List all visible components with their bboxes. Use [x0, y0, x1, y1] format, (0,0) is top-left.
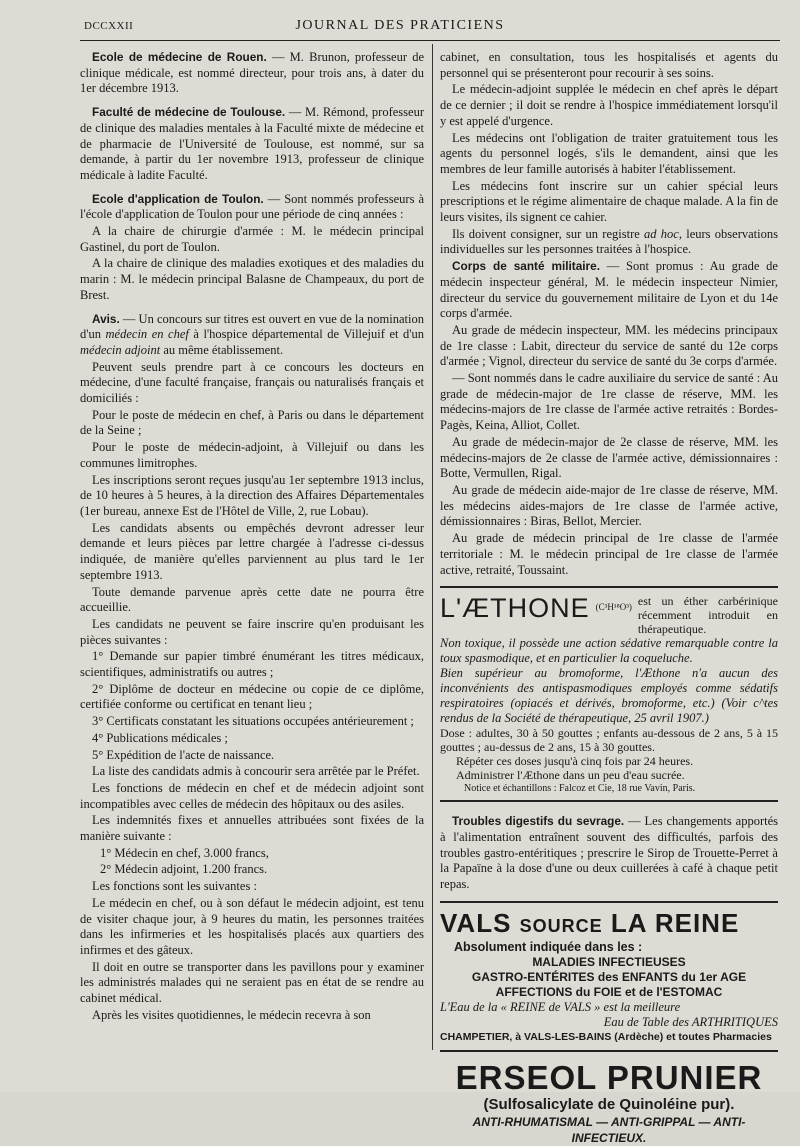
rouen-paragraph [80, 50, 424, 97]
vals-line-6: Eau de Table des ARTHRITIQUES [603, 1015, 778, 1030]
left-p1: Peuvent seuls prendre part à ce concours les docteurs en médecine, d'une faculté française, français ou naturalisés français et domiciliés : [80, 359, 424, 406]
rouen-text: — M. Brunon, professeur de clinique médicale, est nommé directeur, pour trois ans, à dater du 1er décembre 1913. [80, 50, 424, 96]
right-p5-c: , leurs observations individuelles sur les personnes traitées à l'hospice. [440, 226, 778, 257]
vals-word: VALS [440, 907, 512, 938]
left-p13: La liste des candidats admis à concourir sera arrêtée par le Préfet. [92, 764, 420, 779]
ad-separator-1 [440, 586, 778, 588]
right-p7: — Sont nommés dans le cadre auxiliaire du service de santé : Au grade de médecin-major de 1re classe de réserve, MM. les médecins-majors de 1re classe de l'armée active retraités : Bordes-Pagès, Keina, Alliot, Collet. [440, 371, 778, 433]
ad-separator-2 [440, 901, 778, 903]
toulouse-text: — M. Rémond, professeur de clinique des maladies mentales à la Faculté mixte de médecine et de pharmacie de l'Université de Toulouse, est nommé, sur sa demande, à partir du 1er novembre 1913, professeur de clinique médicale à ladite Faculté. [80, 105, 424, 182]
erseol-ad [440, 1060, 778, 1146]
toulon-chair-1: A la chaire de chirurgie d'armée : M. le médecin principal Gastinel, du port de Toulon. [80, 224, 424, 254]
aethone-line-3: Dose : adultes, 30 à 50 gouttes ; enfants au-dessous de 2 ans, 5 à 15 gouttes ; au-dessus de 2 ans, 15 à 30 gouttes. [440, 726, 778, 755]
right-p10: Au grade de médecin principal de 1re classe de l'armée territoriale : M. le médecin principal de 1re classe de l'armée active, retraité, Toussaint. [440, 531, 778, 577]
erseol-title: ERSEOL PRUNIER [455, 1059, 763, 1097]
erseol-subtitle: (Sulfosalicylate de Quinoléine pur). [483, 1096, 735, 1114]
toulon-chair-2: A la chaire de clinique des maladies exotiques et des maladies du marin : M. le médecin principal Balasne de Champeaux, du port de Brest. [80, 256, 424, 302]
right-p5-b: ad hoc [644, 226, 679, 241]
corps-heading: Corps de santé militaire. [452, 259, 600, 274]
vals-title [440, 909, 778, 940]
aethone-line-5: Administrer l'Æthone dans un peu d'eau sucrée. [456, 768, 685, 783]
left-p18: Les fonctions sont les suivantes : [92, 879, 257, 894]
right-column [440, 50, 778, 1146]
left-p21: Après les visites quotidiennes, le médecin recevra à son [92, 1007, 371, 1022]
left-p17: 2° Médecin adjoint, 1.200 francs. [100, 862, 268, 877]
aethone-brand: L'ÆTHONE [440, 593, 590, 624]
corps-paragraph [440, 259, 778, 322]
left-p4: Les inscriptions seront reçues jusqu'au 1er septembre 1913 inclus, de 10 heures à 5 heures, à la direction des Affaires Départementales (1er bureau, annexe Est de l'Hôtel de Ville, 2, rue Lobau). [80, 472, 424, 518]
avis-text-b: médecin en chef [105, 327, 189, 342]
vals-line-7: CHAMPETIER, à VALS-LES-BAINS (Ardèche) et toutes Pharmacies [440, 1031, 772, 1044]
right-p2: Le médecin-adjoint supplée le médecin en chef après le départ de ce dernier ; il doit se rendre à l'hospice immédiatement lorsqu'il y est appelé d'urgence. [440, 82, 778, 128]
left-p7: Les candidats ne peuvent se faire inscrire qu'en produisant les pièces suivantes : [80, 616, 424, 647]
toulon-paragraph [80, 192, 424, 223]
right-p4: Les médecins font inscrire sur un cahier spécial leurs prescriptions et le régime alimentaire de chaque malade. A la fin de leurs visites, ils signent ce cahier. [440, 178, 778, 225]
vals-ad [440, 909, 778, 1052]
sevrage-heading: Troubles digestifs du sevrage. [452, 814, 625, 829]
aethone-line-6: Notice et échantillons : Falcoz et Cie, 18 rue Vavin, Paris. [464, 783, 696, 795]
column-divider [432, 44, 433, 1050]
left-p20: Il doit en outre se transporter dans les pavillons pour y examiner les administrés malades qui ne seraient pas en état de se rendre au cabinet médical. [80, 959, 424, 1006]
left-p5: Les candidats absents ou empêchés devront adresser leur demande et leurs pièces par lettre chargée à l'adresse ci-dessus indiquée, de manière qu'elles parviennent au plus tard le 1er septembre 1913. [80, 520, 424, 582]
right-p5 [440, 227, 778, 258]
sevrage-text: — Les changements apportés à l'alimentation entraînent souvent des difficultés, parfois des troubles gastro-entéritiques ; prescrire le Sirop de Trouette-Perret à la Papaïne à la dose d'une ou deux cuillerées à café à chaque petit repas. [440, 814, 778, 892]
left-p14: Les fonctions de médecin en chef et de médecin adjoint sont incompatibles avec celles de médecin des hôpitaux ou des asiles. [80, 780, 424, 811]
toulouse-paragraph [80, 105, 424, 184]
aethone-line-2: Bien supérieur au bromoforme, l'Æthone n'a aucun des inconvénients des antispasmodiques employés comme sédatifs respiratoires (opiacés et dérivés, bromoforme, etc.) (Voir c^tes rendus de la Société de thérapeutique, 25 avril 1907.) [440, 666, 778, 726]
avis-text-c: à l'hospice départemental de Villejuif et d'un [188, 327, 424, 342]
left-p19: Le médecin en chef, ou à son défaut le médecin adjoint, est tenu de visiter chaque jour, à 9 heures du matin, les personnes traitées dans les infirmeries et les hospitalisés placés aux quartiers des infirmes et des gâteux. [80, 895, 424, 957]
vals-line-2: MALADIES INFECTIEUSES [532, 955, 686, 970]
left-p6: Toute demande parvenue après cette date ne pourra être accueillie. [80, 584, 424, 615]
header-rule [80, 40, 780, 41]
vals-line-1: Absolument indiquée dans les : [454, 939, 643, 954]
left-p8: 1° Demande sur papier timbré énumérant les titres médicaux, scientifiques, administratifs ou autres ; [80, 649, 424, 680]
journal-title: JOURNAL DES PRATICIENS [295, 18, 505, 33]
left-p2: Pour le poste de médecin en chef, à Paris ou dans le département de la Seine ; [80, 407, 424, 438]
vals-line-3: GASTRO-ENTÉRITES des ENFANTS du 1er AGE [471, 970, 747, 985]
aethone-line-4: Répéter ces doses jusqu'à cinq fois par 24 heures. [456, 754, 694, 769]
right-p9: Au grade de médecin aide-major de 1re classe de réserve, MM. les médecins aides-majors de 1re classe de l'armée active, démissionnaires : Biras, Bellot, Mercier. [440, 482, 778, 529]
left-p9: 2° Diplôme de docteur en médecine ou copie de ce diplôme, certifiée conforme ou certificat en tenant lieu ; [80, 681, 424, 712]
erseol-indications: ANTI-RHUMATISMAL — ANTI-GRIPPAL — ANTI-INFECTIEUX. [472, 1115, 746, 1146]
toulouse-heading: Faculté de médecine de Toulouse. [92, 105, 286, 120]
aethone-formula: (C³H¹⁸O³) [595, 602, 632, 613]
left-p16: 1° Médecin en chef, 3.000 francs, [100, 845, 269, 860]
left-p3: Pour le poste de médecin-adjoint, à Villejuif ou dans les communes limitrophes. [80, 440, 424, 470]
corps-text: — Sont promus : Au grade de médecin inspecteur général, M. le médecin inspecteur Nimier, directeur du service du gouvernement militaire de Lyon et du 14e corps d'armée. [440, 259, 778, 321]
rouen-heading: Ecole de médecine de Rouen. [92, 50, 267, 64]
right-p3: Les médecins ont l'obligation de traiter gratuitement tous les agents du personnel logés, s'ils le demandent, ainsi que les membres de leur famille autorisés à habiter l'établissement. [440, 130, 778, 176]
aethone-ad [440, 594, 778, 802]
avis-heading: Avis. [92, 311, 120, 326]
aethone-line-1: Non toxique, il possède une action sédative remarquable contre la toux spasmodique, et en particulier la coqueluche. [440, 636, 778, 666]
aethone-intro: est un éther carbérinique récemment introduit en thérapeutique. [637, 594, 778, 637]
avis-paragraph [80, 312, 424, 359]
left-p10: 3° Certificats constatant les situations occupées antérieurement ; [92, 714, 414, 729]
right-p8: Au grade de médecin-major de 2e classe de réserve, MM. les médecins-majors de 2e classe de l'armée active, démissionnaires : Botte, Vermullen, Rigal. [440, 434, 778, 481]
left-p11: 4° Publications médicales ; [92, 730, 228, 745]
left-column [80, 50, 424, 1024]
sevrage-paragraph [440, 814, 778, 893]
vals-line-4: AFFECTIONS du FOIE et de l'ESTOMAC [495, 985, 723, 1000]
vals-line-5: L'Eau de la « REINE de VALS » est la meilleure [440, 1000, 681, 1015]
left-p15: Les indemnités fixes et annuelles attribuées sont fixées de la manière suivante : [80, 813, 424, 844]
vals-source: SOURCE [519, 915, 603, 936]
right-p6: Au grade de médecin inspecteur, MM. les médecins principaux de 1re classe : Labit, directeur du service de santé du 12e corps d'armée ; Vignol, directeur du service de santé du 3e corps d'armée. [440, 322, 778, 369]
avis-text-a: — Un concours sur titres est ouvert en vue de la nomination d'un [80, 311, 424, 342]
right-p5-a: Ils doivent consigner, sur un registre [452, 226, 645, 241]
avis-text-d: médecin adjoint [80, 342, 161, 357]
toulon-text: — Sont nommés professeurs à l'école d'application de Toulon pour une période de cinq années : [80, 191, 425, 222]
page-folio: DCCXXII [84, 20, 134, 32]
page-header [0, 18, 800, 40]
vals-reine: LA REINE [610, 907, 740, 938]
aethone-heading [440, 594, 778, 636]
toulon-heading: Ecole d'application de Toulon. [92, 191, 264, 206]
avis-text-e: au même établissement. [160, 342, 284, 357]
left-p12: 5° Expédition de l'acte de naissance. [92, 747, 275, 762]
right-p1: cabinet, en consultation, tous les hospitalisés et agents du personnel qui se présenteront pour recourir à ses soins. [440, 50, 778, 80]
